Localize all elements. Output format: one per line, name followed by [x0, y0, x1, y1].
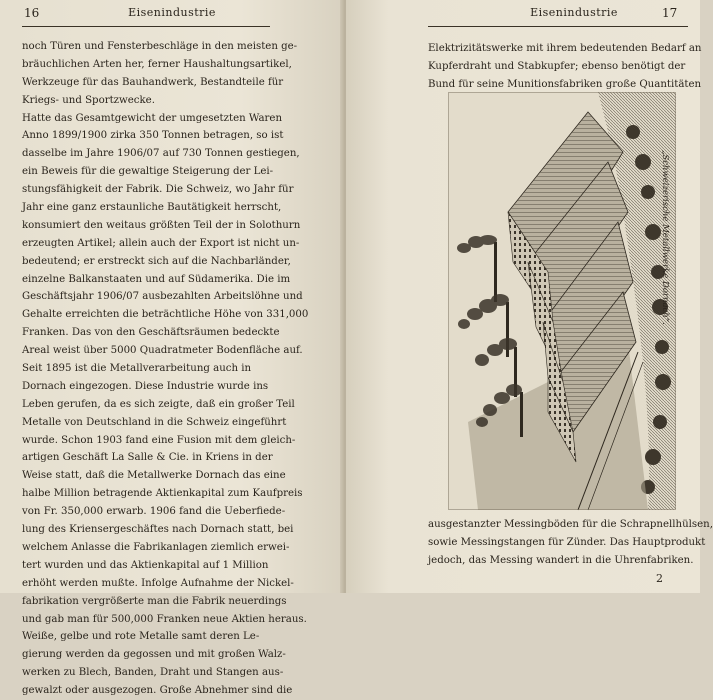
text-line: Gehalte erreichten die beträchtliche Höhe von 331,000 [22, 309, 309, 321]
text-line: Dornach eingezogen. Diese Industrie wurde ins [22, 380, 269, 392]
left-running-head: Eisenindustrie [128, 6, 216, 19]
text-line: wurde. Schon 1903 fand eine Fusion mit dem gleich- [22, 434, 296, 446]
text-line: Geschäftsjahr 1906/07 ausbezahlten Arbeitslöhne und [22, 291, 303, 303]
text-line: Metalle von Deutschland in die Schweiz eingeführt [22, 416, 287, 428]
text-line: sowie Messingstangen für Zünder. Das Hauptprodukt [428, 536, 706, 548]
text-line: Jahr eine ganz erstaunliche Bautätigkeit herrscht, [22, 202, 282, 214]
text-line: konsumiert den weitaus größten Teil der in Solothurn [22, 219, 301, 231]
text-line: Kupferdraht und Stabkupfer; ebenso benötigt der [428, 60, 686, 72]
text-line: fabrikation vergrößerte man die Fabrik neuerdings [22, 595, 287, 607]
left-body-text [22, 38, 309, 700]
text-line: Franken. Das von den Geschäftsräumen bedeckte [22, 327, 280, 339]
text-line: artigen Geschäft La Salle & Cie. in Kriens in der [22, 452, 273, 464]
text-line: Anno 1899/1900 zirka 350 Tonnen betragen, so ist [22, 130, 284, 142]
text-line: Areal weist über 5000 Quadratmeter Bodenfläche auf. [22, 345, 303, 357]
text-line: erzeugten Artikel; allein auch der Export ist nicht un- [22, 237, 300, 249]
signature-mark: 2 [656, 572, 663, 585]
text-line: Kriegs- und Sportzwecke. [22, 94, 155, 106]
right-top-text [428, 40, 702, 94]
text-line: Seit 1895 ist die Metallverarbeitung auch in [22, 363, 252, 375]
text-line: lung des Kriensergeschäftes nach Dornach statt, bei [22, 524, 294, 536]
text-line: Elektrizitätswerke mit ihrem bedeutenden Bedarf an [428, 43, 702, 54]
factory-engraving [448, 92, 676, 510]
text-line: Leben gerufen, da es sich zeigte, daß ein großer Teil [22, 398, 295, 410]
text-line: dasselbe im Jahre 1906/07 auf 730 Tonnen gestiegen, [22, 148, 300, 160]
right-page-number: 17 [662, 6, 678, 20]
right-running-head: Eisenindustrie [530, 6, 618, 19]
text-line: Weiße, gelbe und rote Metalle samt deren Le- [22, 631, 260, 643]
left-header-rule [22, 26, 270, 27]
text-line: noch Türen und Fensterbeschläge in den meisten ge- [22, 41, 298, 52]
text-line: einzelne Balkanstaaten und auf Südamerika. Die im [22, 273, 291, 285]
right-bottom-text [428, 516, 713, 570]
text-line: von Fr. 350,000 erwarb. 1906 fand die Ueberfiede- [22, 506, 286, 518]
text-line: gierung werden da gegossen und mit großen Walz- [22, 649, 286, 661]
figure-caption: „Schweizerische Metallwerke Dornach“. [660, 150, 670, 325]
text-line: ein Beweis für die gewaltige Steigerung der Lei- [22, 166, 274, 178]
text-line: gewalzt oder ausgezogen. Große Abnehmer sind die [22, 685, 293, 697]
left-page-number: 16 [24, 6, 40, 20]
text-line: Werkzeuge für das Bauhandwerk, Bestandteile für [22, 76, 284, 88]
text-line: halbe Million betragende Aktienkapital zum Kaufpreis [22, 488, 303, 500]
text-line: welchem Anlasse die Fabrikanlagen ziemlich erwei- [22, 541, 290, 553]
left-page [0, 0, 344, 697]
text-line: erhöht werden mußte. Infolge Aufnahme der Nickel- [22, 577, 294, 589]
text-line: tert wurden und das Aktienkapital auf 1 Million [22, 559, 269, 571]
text-line: Bund für seine Munitionsfabriken große Quantitäten [428, 78, 702, 90]
text-line: ausgestanzter Messingböden für die Schrapnellhülsen, [428, 519, 713, 530]
right-header-rule [428, 26, 688, 27]
text-line: bedeutend; er erstreckt sich auf die Nachbarländer, [22, 255, 291, 267]
text-line: Weise statt, daß die Metallwerke Dornach das eine [22, 470, 286, 482]
text-line: stungsfähigkeit der Fabrik. Die Schweiz, wo Jahr für [22, 184, 294, 196]
text-line: werken zu Blech, Banden, Draht und Stangen aus- [22, 667, 284, 679]
text-line: und gab man für 500,000 Franken neue Aktien heraus. [22, 613, 307, 625]
text-line: Hatte das Gesamtgewicht der umgesetzten Waren [22, 112, 283, 124]
text-line: jedoch, das Messing wandert in die Uhrenfabriken. [428, 554, 694, 566]
text-line: bräuchlichen Arten her, ferner Haushaltungsartikel, [22, 58, 292, 70]
right-page [346, 0, 713, 593]
